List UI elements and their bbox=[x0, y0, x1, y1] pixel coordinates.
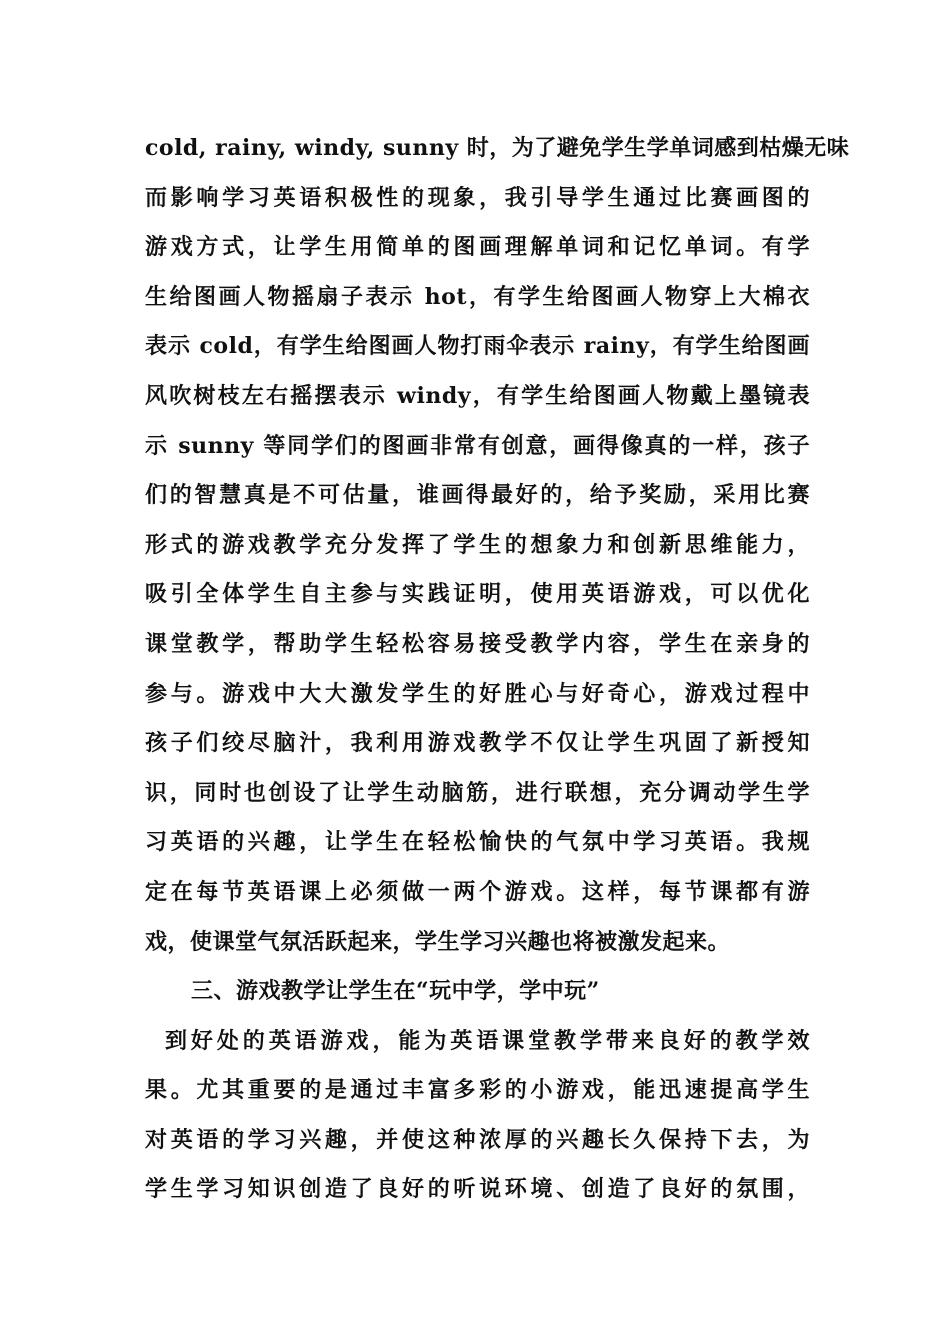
text-line-17: 戏，使课堂气氛活跃起来，学生学习兴趣也将被激发起来。 bbox=[145, 928, 731, 955]
text-line-11: 课堂教学，帮助学生轻松容易接受教学内容，学生在亲身的 bbox=[145, 630, 810, 657]
text-line-3: 游戏方式，让学生用简单的图画理解单词和记忆单词。有学 bbox=[145, 234, 810, 261]
text-line-22: 学生学习知识创造了良好的听说环境、创造了良好的氛围， bbox=[145, 1176, 810, 1203]
section-heading: 三、游戏教学让学生在“玩中学，学中玩” bbox=[191, 978, 600, 1005]
text-line-6: 风吹树枝左右摇摆表示 windy，有学生给图画人物戴上墨镜表 bbox=[145, 382, 810, 409]
text-line-16: 定在每节英语课上必须做一两个游戏。这样，每节课都有游 bbox=[145, 878, 810, 905]
text-line-21: 对英语的学习兴趣，并使这种浓厚的兴趣长久保持下去，为 bbox=[145, 1126, 810, 1153]
text-line-14: 识，同时也创设了让学生动脑筋，进行联想，充分调动学生学 bbox=[145, 779, 810, 806]
text-line-8: 们的智慧真是不可估量，谁画得最好的，给予奖励，采用比赛 bbox=[145, 482, 810, 509]
body-text bbox=[145, 124, 850, 1215]
text-line-10: 吸引全体学生自主参与实践证明，使用英语游戏，可以优化 bbox=[145, 581, 810, 608]
text-line-15: 习英语的兴趣，让学生在轻松愉快的气氛中学习英语。我规 bbox=[145, 829, 810, 856]
text-line-13: 孩子们绞尽脑汁，我利用游戏教学不仅让学生巩固了新授知 bbox=[145, 730, 810, 757]
text-line-7: 示 sunny 等同学们的图画非常有创意，画得像真的一样，孩子 bbox=[145, 432, 810, 459]
text-line-20: 果。尤其重要的是通过丰富多彩的小游戏，能迅速提高学生 bbox=[145, 1077, 810, 1104]
text-line-9: 形式的游戏教学充分发挥了学生的想象力和创新思维能力， bbox=[145, 531, 810, 558]
text-line-12: 参与。游戏中大大激发学生的好胜心与好奇心，游戏过程中 bbox=[145, 680, 810, 707]
text-line-4: 生给图画人物摇扇子表示 hot，有学生给图画人物穿上大棉衣 bbox=[145, 283, 810, 310]
text-line-1: cold, rainy, windy, sunny 时，为了避免学生学单词感到枯燥无味 bbox=[145, 135, 850, 161]
text-line-2: 而影响学习英语积极性的现象，我引导学生通过比赛画图的 bbox=[145, 184, 810, 211]
text-line-19: 到好处的英语游戏，能为英语课堂教学带来良好的教学效 bbox=[165, 1027, 810, 1054]
text-line-5: 表示 cold，有学生给图画人物打雨伞表示 rainy，有学生给图画 bbox=[145, 333, 810, 360]
